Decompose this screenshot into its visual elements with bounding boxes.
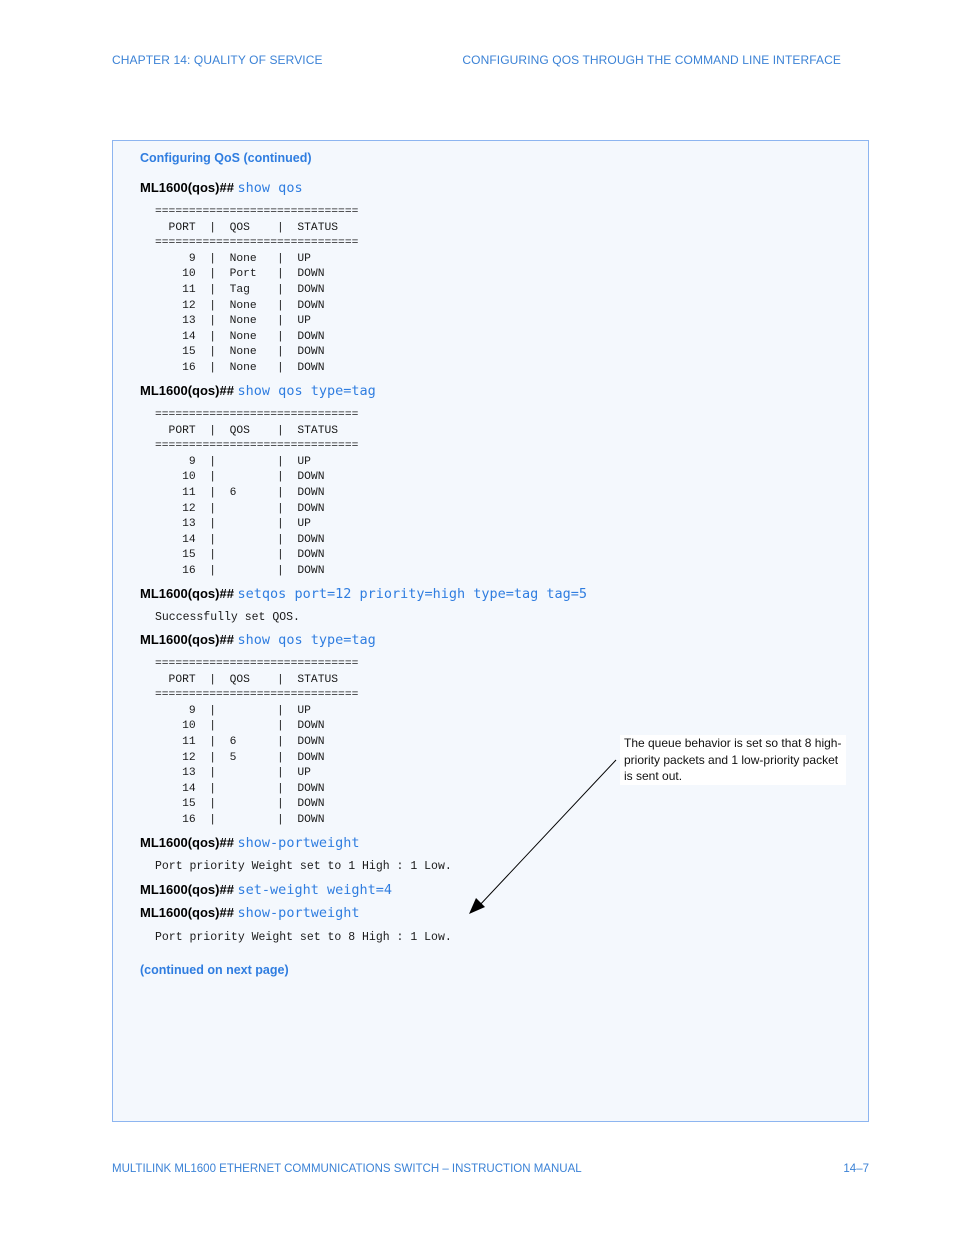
qos-table: ============================== PORT | QOS | STATUS ============================== 9 | | UP 10 | | DOWN 11 | 6 | DOWN 12 | 5 | DOWN 13 | | UP 14 | | DOWN 15 | | DOWN 16 | | DOWN bbox=[155, 658, 359, 826]
continued-note: (continued on next page) bbox=[140, 963, 289, 977]
header-chapter: CHAPTER 14: QUALITY OF SERVICE bbox=[112, 53, 323, 67]
command-output: Port priority Weight set to 8 High : 1 Low. bbox=[155, 931, 452, 944]
prompt: ML1600(qos)## bbox=[140, 882, 234, 897]
box-title: Configuring QoS (continued) bbox=[140, 151, 312, 165]
prompt: ML1600(qos)## bbox=[140, 383, 234, 398]
qos-table: ============================== PORT | QOS | STATUS ============================== 9 | | UP 10 | | DOWN 11 | 6 | DOWN 12 | | DOWN 13 | | UP 14 | | DOWN 15 | | DOWN 16 | | DOWN bbox=[155, 409, 359, 577]
prompt: ML1600(qos)## bbox=[140, 586, 234, 601]
qos-table: ============================== PORT | QOS | STATUS ============================== 9 | None | UP 10 | Port | DOWN 11 | Tag | DOWN 12 | None | DOWN 13 | None | UP 14 | None | DOWN 15 | None | DOWN 16 | None | DOWN bbox=[155, 206, 359, 374]
prompt: ML1600(qos)## bbox=[140, 632, 234, 647]
command-text: set-weight weight=4 bbox=[237, 882, 392, 898]
page-number: 14–7 bbox=[843, 1163, 869, 1175]
command-text: show qos type=tag bbox=[237, 632, 376, 648]
command-output: Successfully set QOS. bbox=[155, 611, 300, 624]
command-text: show qos type=tag bbox=[237, 383, 376, 399]
command-text: show qos bbox=[237, 180, 303, 196]
footer-manual-title: MULTILINK ML1600 ETHERNET COMMUNICATIONS SWITCH – INSTRUCTION MANUAL bbox=[112, 1163, 582, 1175]
command-text: setqos port=12 priority=high type=tag tag=5 bbox=[237, 586, 588, 602]
header-section: CONFIGURING QOS THROUGH THE COMMAND LINE INTERFACE bbox=[462, 53, 841, 67]
prompt: ML1600(qos)## bbox=[140, 905, 234, 920]
command-text: show-portweight bbox=[237, 835, 360, 851]
prompt: ML1600(qos)## bbox=[140, 835, 234, 850]
prompt: ML1600(qos)## bbox=[140, 180, 234, 195]
command-text: show-portweight bbox=[237, 905, 360, 921]
command-output: Port priority Weight set to 1 High : 1 Low. bbox=[155, 860, 452, 873]
callout-note: The queue behavior is set so that 8 high-priority packets and 1 low-priority packet is sent out. bbox=[620, 735, 846, 785]
